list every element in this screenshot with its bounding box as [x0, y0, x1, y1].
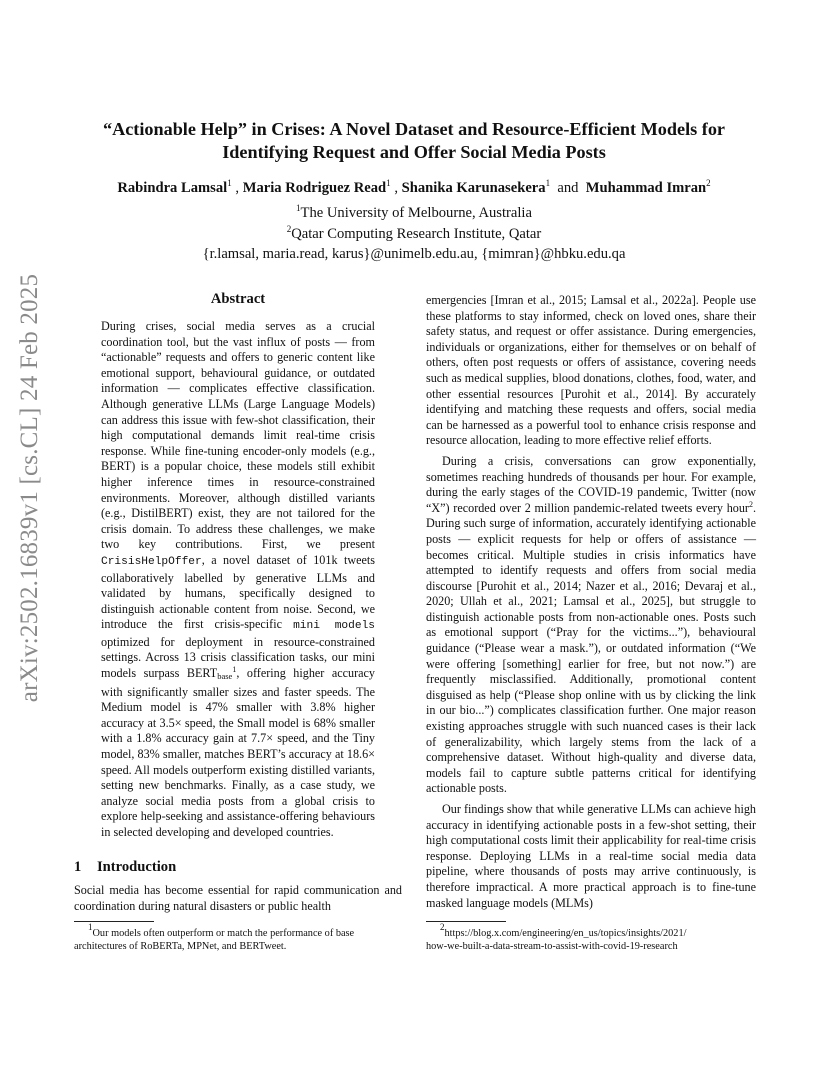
affiliation: [40, 224, 788, 244]
paper-title-line-1: “Actionable Help” in Crises: A Novel Dataset and Resource-Efficient Models for: [102, 119, 725, 139]
author-name: Shanika Karunasekera: [401, 180, 546, 196]
footnote-text: Our models often outperform or match the performance of base architectures of RoBERTa, MPNet, and BERTweet.: [74, 928, 355, 953]
author-affiliation-mark: 1: [545, 178, 551, 188]
arxiv-stamp-text: arXiv:2502.16839v1 [cs.CL] 24 Feb 2025: [16, 273, 43, 703]
dataset-name: CrisisHelpOffer: [101, 555, 202, 568]
section-heading-introduction: [74, 859, 176, 876]
affiliation-text: Qatar Computing Research Institute, Qatar: [291, 226, 542, 242]
arxiv-stamp: [10, 273, 50, 703]
footnote-mark: 1: [88, 922, 93, 932]
right-column: [426, 293, 756, 916]
affiliation-mark: 1: [296, 203, 301, 213]
author-and: and: [557, 180, 579, 196]
paper-title: [60, 118, 768, 164]
paper-title-line-2: Identifying Request and Offer Social Media Posts: [222, 142, 606, 162]
affiliation-mark: 2: [286, 224, 292, 234]
footnote-mark: 2: [748, 499, 753, 509]
bert-subscript: base: [217, 671, 233, 682]
abstract-text: , offering higher accuracy with significantly smaller sizes and faster speeds. The Medium model is 47% smaller with 3.8% higher accuracy at 3.5× speed, the Small model is 68% smaller with a 1.8% accuracy gain at 7.7× speed, and the Tiny model, 83% smaller, matches BERT’s accuracy at 18.6× speed. All models outperform existing distilled variants, setting new benchmarks. Finally, as a case study, we analyze social media posts from a global crisis to explore help-seeking and assistance-offering behaviours in selected developing and developed countries.: [101, 666, 375, 839]
author-separator: ,: [235, 180, 240, 196]
section-title: Introduction: [97, 859, 177, 875]
author-name: Muhammad Imran: [585, 180, 707, 196]
abstract-heading: Abstract: [210, 291, 266, 307]
affiliation: [40, 203, 788, 223]
footnote-rule: [74, 921, 154, 922]
footnote-url-line-2[interactable]: how-we-built-a-data-stream-to-assist-with-covid-19-research: [426, 941, 678, 953]
footnote-2: [426, 922, 756, 954]
author-affiliation-mark: 1: [227, 178, 232, 188]
footnote-1: [74, 922, 404, 954]
author-name: Rabindra Lamsal: [117, 180, 228, 196]
body-paragraph: [426, 454, 756, 797]
section-number: 1: [74, 859, 82, 875]
author-affiliation-mark: 1: [386, 178, 391, 188]
intro-paragraph: Social media has become essential for rapid communication and coordination during natural disasters or public health: [74, 883, 402, 913]
footnote-mark: 2: [440, 922, 445, 932]
abstract-body: [101, 319, 375, 841]
abstract-text: , a novel dataset of 101k tweets collaboratively labelled by generative LLMs and validated by humans, specifically designed to distinguish actionable content from noise. Second, we introduce the first crisis-specific: [101, 552, 375, 632]
body-text: During a crisis, conversations can grow exponentially, sometimes reaching hundreds of thousands per hour. For example, during the early stages of the COVID-19 pandemic, Twitter (now “X”) recorded over 2 million pandemic-related tweets every hour: [426, 453, 756, 515]
affiliation-text: The University of Melbourne, Australia: [300, 205, 532, 221]
footnote-rule: [426, 921, 506, 922]
footnote-mark: 1: [232, 665, 237, 675]
body-paragraph: Our findings show that while generative LLMs can achieve high accuracy in identifying actionable posts in a few-shot setting, their high computational costs limit their applicability for real-time crisis response. Deploying LLMs in a real-time social media data pipeline, where thousands of posts may arrive continuously, is therefore impractical. A more practical approach is to fine-tune masked language models (MLMs): [426, 802, 756, 910]
footnote-url-line-1[interactable]: https://blog.x.com/engineering/en_us/topics/insights/2021/: [444, 928, 687, 939]
body-text: . During such surge of information, accurately identifying actionable posts — explicit requests for help or offers of assistance — becomes critical. Multiple studies in crisis informatics have attempted to identify requests and offers from social media discourse [Purohit et al., 2014; Nazer et al., 2016; Devaraj et al., 2020; Ullah et al., 2021; Lamsal et al., 2025], but struggle to distinguish actionable posts from non-actionable ones. Posts such as emotional support (“Pray for the victims...”), behavioural guidance (“Please wear a mask.”), or outdated information (“We were offering [something] earlier for free, but not now.”) are frequently misclassified. Additionally, promotional content disguised as help (“Please shop online with us by clicking the link in our bio...”) complicates classification further. One major reason existing approaches struggle with such nuanced cases is their lack of generalizability, which largely stems from the lack of a comprehensive dataset. Without high-quality and diverse data, models fail to capture subtle patterns critical for identifying actionable posts.: [426, 500, 756, 796]
author-list: [40, 178, 788, 198]
body-paragraph: emergencies [Imran et al., 2015; Lamsal et al., 2022a]. People use these platforms to stay informed, check on loved ones, share their safety status, and request or offer assistance. During emergencies, individuals or organizations, either for themselves or on behalf of others, often post requests or offers of assistance, covering needs such as medical supplies, blood donations, clothes, food, water, and other essential resources [Purohit et al., 2014]. By accurately identifying and matching these requests and offers, social media can be harnessed as a powerful tool to enhance crisis response and resource allocation, leading to more effective relief efforts.: [426, 293, 756, 448]
abstract-text: During crises, social media serves as a crucial coordination tool, but the vast influx of posts — from “actionable” requests and offers to generic content like emotional support, behavioural guidance, or outdated information — complicates effective classification. Although generative LLMs (Large Language Models) can address this issue with few-shot classification, their high computational demands limit real-time crisis response. While fine-tuning encoder-only models (e.g., BERT) is a popular choice, these models still exhibit higher inference times in resource-constrained environments. Moreover, although distilled variants (e.g., DistilBERT) exist, they are not tailored for the crisis domain. To address these challenges, we make two key contributions. First, we present: [101, 319, 375, 552]
mini-models-term: mini models: [293, 620, 375, 633]
author-affiliation-mark: 2: [706, 178, 711, 188]
author-name: Maria Rodriguez Read: [242, 180, 387, 196]
author-separator: ,: [394, 180, 398, 196]
author-emails: {r.lamsal, maria.read, karus}@unimelb.edu.au, {mimran}@hbku.edu.qa: [202, 246, 626, 262]
abstract-text: optimized for deployment in resource-constrained settings. Across 13 crisis classification tasks, our mini models surpass BERT: [101, 634, 375, 681]
